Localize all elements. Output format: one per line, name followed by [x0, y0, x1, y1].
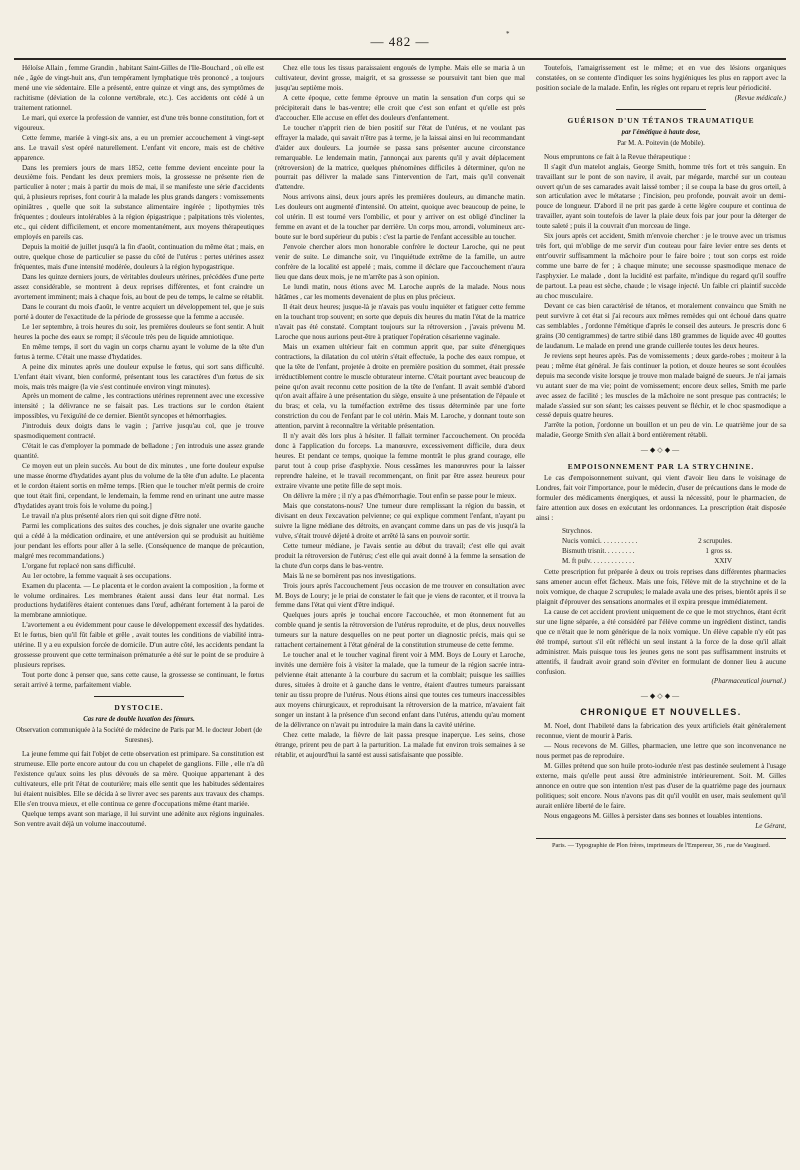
chronique-title: CHRONIQUE ET NOUVELLES.	[580, 707, 742, 718]
separator-rule	[616, 109, 706, 110]
hydatid-case-paragraph: Au 1er octobre, la femme vaquait à ses occupations.	[22, 571, 172, 580]
column-2	[275, 64, 525, 1144]
tetanos-paragraph: Il s'agit d'un matelot anglais, George Smith, homme très fort et très sanguin. En travaillant sur le pont de son navire, il avait, par mégarde, marché sur un couteau ouvert qu'un de ses camarades avait laissé tomber ; il se coupa la base du gros orteil, à son articulation avec le métatarse ; l'incision, peu profonde, pouvait avoir un demi-pouce de longueur. D'abord il ne prit pas garde à cette légère coupure et continua de travailler, ayant soin toutefois de laver la plaie deux fois par jour pour la déterger de toute saleté ; puis il la couvrait d'un morceau de linge.	[536, 162, 786, 231]
dystocie-title: DYSTOCIE.	[114, 703, 164, 713]
chronique-paragraph: Nous engageons M. Gilles à persister dans ses bonnes et louables intentions.	[544, 811, 763, 820]
formula-dose: 2 scrupules.	[698, 536, 732, 545]
dystocie-paragraph: Quelque temps avant son mariage, il lui survint une adénite aux régions inguinales. Son ventre avait déjà un volume inaccoutumé.	[14, 809, 264, 828]
strychnine-title: EMPOISONNEMENT PAR LA STRYCHNINE.	[567, 462, 755, 472]
gerant-signature: Le Gérant,	[755, 821, 786, 830]
hydatid-case-paragraph: Depuis la moitié de juillet jusqu'à la fin d'août, continuation du même état ; mais, en outre, quelque chose de particulier se passe du côté de l'utérus : pertes utérines assez fréquentes, mais d'une intensité modérée, douleurs à la région hypogastrique.	[14, 243, 264, 272]
dystocie-paragraph: Trois jours après l'accouchement j'eus occasion de me trouver en consultation avec M. Boys de Loury; je le priai de constater le fait que je viens de raconter, et il trouva la femme dans l'état qui vient d'être indiqué.	[275, 581, 525, 610]
dystocie-paragraph: Chez elle tous les tissus paraissaient engoués de lymphe. Mais elle se maria à un cultivateur, devint grosse, maigrit, et sa grossesse se poursuivit tant bien que mal jusqu'au septième mois.	[275, 64, 525, 92]
formula-row	[562, 546, 732, 556]
hydatid-case-paragraph: Tout porte donc à penser que, sans cette cause, la grossesse se continuant, le fœtus serait arrivé à terme, parfaitement viable.	[14, 671, 264, 690]
column-3	[536, 64, 786, 1144]
dystocie-paragraph: Mais un examen ultérieur fait en commun apprit que, par suite d'énergiques contractions, la dilatation du col utérin s'était effectuée, la poche des eaux rompue, et que la tête de l'enfant, projetée à droite en première position du sommet, était pressée irréductiblement contre le muscle obturateur interne. C'était pourtant avec beaucoup de peine qu'on avait reconnu cette position de la tête de l'enfant. Il avait semblé d'abord qu'on avait affaire à une présentation du siège, ensuite à une présentation de l'épaule et du bras; et cela, vu la tuméfaction extrême des tissus déterminée par une forte constriction du cou de l'enfant par le col utérin. Mais M. Laroche, y donnant toute son attention, parvint à reconnaître la véritable présentation.	[275, 342, 525, 431]
tetanos-paragraph: J'arrête la potion, j'ordonne un bouillon et un peu de vin. Le quatrième jour de sa maladie, George Smith s'en allait à bord entièrement rétabli.	[536, 421, 786, 440]
column-1	[14, 64, 264, 1144]
col3-intro: Toutefois, l'amaigrissement est le même; et en vue des lésions organiques constatées, on se contente d'indiquer les soins hygiéniques les plus en rapport avec la position sociale de la malade. Enfin, les règles ont reparu et repris leur périodicité.	[536, 64, 786, 92]
hydatid-case-paragraph: Cette femme, mariée à vingt-six ans, a eu un premier accouchement à vingt-sept ans. Le travail s'est opéré naturellement. L'enfant vit encore, mais est de chétive apparence.	[14, 133, 264, 162]
columns	[14, 64, 786, 1144]
tetanos-title: GUÉRISON D'UN TÉTANOS TRAUMATIQUE	[567, 115, 755, 125]
dystocie-body	[14, 750, 264, 830]
col2-body	[275, 64, 525, 761]
formula-dose: 1 gros ss.	[705, 546, 732, 555]
formula-dose: XXIV	[714, 556, 732, 565]
dystocie-paragraph: La jeune femme qui fait l'objet de cette observation est primipare. Sa constitution est strumeuse. Elle porte encore autour du cou un chapelet de ganglions. Fille , elle n'a dû l'existence qu'aux soins les plus dévoués de sa mère. Quoique appartenant à des cultivateurs, elle prit l'état de couturière; mais elle sentit que les habitudes sédentaires lui étaient nuisibles. Elle se décida à se livrer avec ses parents aux travaux des champs. Elle s'en trouva mieux, et elle continua ce genre d'occupations même étant mariée.	[14, 749, 264, 808]
formula-row	[562, 556, 732, 566]
dystocie-paragraph: Il n'y avait dès lors plus à hésiter. Il fallait terminer l'accouchement. On procéda donc à l'application du forceps. La manœuvre, excessivement difficile, dura deux heures. Et pendant ce temps, quoique la femme montrât le plus grand courage, elle parut tout à coup prise d'asphyxie. Nous cessâmes les manœuvres pour la laisser reprendre haleine, et le travail recommençant, on finit par être assez heureux pour extraire vivante une petite fille de sept mois.	[275, 432, 525, 491]
col1-body	[14, 64, 264, 691]
ornament-separator: —◆◇◆—	[640, 692, 682, 701]
chronique-paragraph: — Nous recevons de M. Gilles, pharmacien, une lettre que son inconvenance ne nous permet pas de reproduire.	[536, 742, 786, 761]
printer-imprint: Paris. — Typographie de Plon frères, imprimeurs de l'Empereur, 36 , rue de Vaugirard.	[536, 838, 786, 850]
tetanos-author: Par M. A. Poitevin (de Mobile).	[617, 139, 705, 147]
dystocie-paragraph: Nous arrivons ainsi, deux jours après les premières douleurs, au dimanche matin. Les douleurs ont augmenté d'intensité. On atteint, quoique avec beaucoup de peine, le col utérin. Il est tourné vers l'ombilic, et pour y arriver on est obligé d'incliner la femme en avant et de la toucher par derrière. Un corps mou, arrondi, volumineux arc-boute sur le bord supérieur du pubis : c'est la partie de l'enfant accessible au toucher.	[275, 193, 525, 242]
chronique-body	[536, 722, 786, 822]
margin-mark: *	[506, 30, 510, 38]
hydatid-case-paragraph: Le mari, qui exerce la profession de vannier, est d'une très bonne constitution, fort et vigoureux.	[14, 113, 264, 132]
tetanos-body	[536, 153, 786, 442]
dystocie-paragraph: Il était deux heures; jusque-là je n'avais pas voulu inquiéter et fatiguer cette femme en la touchant trop souvent; en sorte que depuis dix heures du matin l'état de la matrice n'avait pas été constaté. Comptant toujours sur la rétroversion , j'avais prévenu M. Laroche que nous aurions peut-être à pratiquer l'opération césarienne vaginale.	[275, 302, 525, 341]
tetanos-paragraph: Devant ce cas bien caractérisé de tétanos, et moralement convaincu que Smith ne peut survivre à cet état si j'ai recours aux mêmes remèdes qui ont échoué dans quatre cas semblables , j'ordonne l'émétique d'après le conseil des auteurs. Je prescris donc 6 grains (30 centigrammes) de tartre stibié dans 180 grammes de liquide avec 40 gouttes de laudanum. Le malade en prend une grande cuillerée toutes les deux heures.	[536, 301, 786, 350]
dystocie-paragraph: Quelques jours après je touchai encore l'accouchée, et mon étonnement fut au comble quand je sentis la rétroversion de l'utérus reproduite, et de plus, deux nouvelles tumeurs sur la nature desquelles on ne peut porter un diagnostic précis, mais qui se rattachent certainement à l'état général de la constitution strumeuse de cette femme.	[275, 611, 525, 650]
strychnine-body-after	[536, 568, 786, 677]
chronique-paragraph: M. Gilles prétend que son huile proto-iodurée n'est pas destinée seulement à l'usage externe, mais qu'elle peut aussi être administrée intérieurement. Soit. M. Gilles annonce en outre que son intention n'est pas d'user de la quatrième page des journaux politiques; soit encore. Nous n'avons pas dit qu'il voulût en user, mais seulement qu'il aurait enlière liberté de le faire.	[536, 762, 786, 810]
hydatid-case-paragraph: C'était le cas d'employer la pommade de belladone ; j'en introduis une assez grande quantité.	[14, 442, 264, 461]
hydatid-case-paragraph: Dans les premiers jours de mars 1852, cette femme devient enceinte pour la deuxième fois. Pendant les deux premiers mois, la grossesse ne présente rien de particulier à noter ; mais à partir du mois de mai, il se manifeste une série d'accidents qui, à plusieurs reprises, font courir à la malade les plus grands dangers : vomissements opiniâtres , quelle que soit la substance alimentaire ingérée ; lipothymies très fréquentes ; douleurs intolérables à la région épigastrique ; palpitations très violentes, etc., qui cèdent difficilement, et encore momentanément, aux moyens thérapeutiques employés en pareils cas.	[14, 163, 264, 242]
dystocie-paragraph: Le toucher anal et le toucher vaginal firent voir à MM. Boys de Loury et Laroche, invités une dernière fois à visiter la malade, que la tumeur de la région sacrée intra-pelvienne était attenante à la courbure du sacrum et la comblait; puisque les saillies dures, situées à droite et à gauche dans le ventre, étaient d'autres tumeurs paraissant tenir au tissu propre de l'utérus. Nous étions ainsi que toutes ces tumeurs inaccessibles aux moyens chirurgicaux, et reproduisant la rétroversion de la matrice, m'avaient fait songer un instant à la présence d'un second enfant dans l'utérus, attendu qu'au moment de la délivrance on n'avait pu introduire la main dans la cavité utérine.	[275, 651, 525, 729]
dystocie-author: Observation communiquée à la Société de médecine de Paris par M. le docteur Jobert (de Suresnes).	[15, 726, 263, 744]
dystocie-paragraph: Le lundi matin, nous étions avec M. Laroche auprès de la malade. Nous nous hâtâmes , car les moments devenaient de plus en plus précieux.	[275, 282, 525, 301]
hydatid-case-paragraph: Le 1er septembre, à trois heures du soir, les premières douleurs se font sentir. A huit heures la poche des eaux se rompt; il s'écoule très peu de liquide amniotique.	[14, 322, 264, 341]
page-number: — 482 —	[370, 34, 430, 49]
separator-rule	[94, 696, 184, 697]
hydatid-case-paragraph: A peine dix minutes après une douleur expulse le fœtus, qui sort sans difficulté. L'enfant était vivant, bien conformé, présentant tous les caractères d'un fœtus de six mois, mais très maigre (la vie s'est continuée environ vingt minutes).	[14, 362, 264, 391]
hydatid-case-paragraph: J'introduis deux doigts dans le vagin ; j'arrive jusqu'au col, que je trouve spasmodiquement contracté.	[14, 422, 264, 441]
strychnine-body-before	[536, 474, 786, 524]
dystocie-paragraph: Chez cette malade, la fièvre de lait passa presque inaperçue. Les seins, chose étrange, prirent peu de part à la parturition. La malade fut environ trois semaines à se rétablir, et aujourd'hui la santé est aussi satisfaisante que possible.	[275, 730, 525, 759]
hydatid-case-paragraph: Parmi les complications des suites des couches, je dois signaler une ovarite gauche qui a cédé à la médication ordinaire, et une antéversion qui se produisit au huitième jour pendant les efforts pour aller à la selle. (Conséquence de manque de précaution, malgré mes recommandations.)	[14, 521, 264, 560]
tetanos-paragraph: Six jours après cet accident, Smith m'envoie chercher : je le trouve avec un trismus très fort, qui m'oblige de me servir d'un couteau pour faire levier entre ses dents et entr'ouvrir suffisamment la mâchoire pour le faire boire ; tout son corps est roide comme une barre de fer ; à chaque minute; une secousse spasmodique menace de l'asphyxier. Le malade , dont la lucidité est parfaite, m'indique du regard qu'il souffre de partout. La peau est sèche, chaude ; le visage injecté. Un faible cri plaintif succède au choc musculaire.	[536, 232, 786, 301]
ornament-separator: —◆◇◆—	[640, 446, 682, 455]
hydatid-case-paragraph: En même temps, il sort du vagin un corps charnu ayant le volume de la tête d'un fœtus à terme. C'était une masse d'hydatides.	[14, 342, 264, 361]
hydatid-case-paragraph: Héloïse Allain , femme Grandin , habitant Saint-Gilles de l'Ile-Bouchard , où elle est née , âgée de vingt-huit ans, d'un tempérament lymphatique très prononcé , a toujours mené une vie sédentaire. Elle a présenté, entre quinze et vingt ans, des symptômes de rachitisme (déviation de la colonne vertébrale, etc.). Ces accidents ont cédé à un traitement rationnel.	[14, 64, 264, 112]
hydatid-case-paragraph: Dans les quinze derniers jours, de véritables douleurs utérines, précédées d'une perte assez considérable, se montrent à deux reprises différentes, et font craindre un avortement imminent; mais à chaque fois, au bout de peu de temps, le calme se rétablit.	[14, 273, 264, 301]
formula-item: Strychnos.	[562, 526, 593, 535]
tetanos-subtitle: par l'émétique à haute dose,	[621, 128, 701, 136]
strychnine-paragraph: Cette prescription fut préparée à deux ou trois reprises dans différentes pharmacies sans amener aucun effet fâcheux. Mais une fois, l'élève mit de la strychnine et de la noix vomique, de chaque 2 scrupules; le malade avala une des prises, bientôt après il se plaignit d'éprouver des sensations anormales et il expira presque immédiatement.	[536, 567, 786, 606]
dystocie-paragraph: Cette tumeur médiane, je l'avais sentie au début du travail; c'est elle qui avait produit la rétroversion de l'utérus; c'est elle qui avait donné à la femme la sensation de la chute d'un corps dans le bas-ventre.	[275, 541, 525, 570]
dystocie-paragraph: A cette époque, cette femme éprouve un matin la sensation d'un corps qui se précipiterait dans le bas-ventre; elle croit que c'est son enfant et qu'elle est près d'accoucher. Elle accuse en effet des douleurs d'enfantement.	[275, 93, 525, 122]
formula-item: M. ft pulv. . . . . . . . . . . . .	[562, 556, 635, 565]
strychnine-paragraph: La cause de cet accident provient uniquement de ce que le mot strychnos, étant écrit sur une ligne séparée, a été considéré par l'élève comme un ingrédient distinct, tandis que ce n'était que le nom générique de la noix vomique. Un élève capable n'y eût pas été trompé, surtout s'il eût réfléchi un seul instant à la force de la dose qu'il allait administrer. Mais puisque tous les jeunes gens ne sont pas suffisamment instruits et attentifs, il faudrait avoir grand soin d'éviter en formulant de donner lieu à aucune confusion.	[536, 607, 786, 676]
strychnine-paragraph: Le cas d'empoisonnement suivant, qui vient d'avoir lieu dans le voisinage de Londres, fait voir l'importance, pour le médecin, d'user de précautions dans le mode de formuler des médicaments énergiques, et aussi la nécessité, pour le pharmacien, de faire attention aux doses en exécutant les ordonnances. La prescription était disposée ainsi :	[536, 474, 786, 523]
pharmaceutical-journal-source: (Pharmaceutical journal.)	[711, 677, 786, 686]
tetanos-paragraph: Nous empruntons ce fait à la Revue thérapeutique :	[544, 152, 691, 161]
hydatid-case-paragraph: Après un moment de calme , les contractions utérines reprennent avec une excessive intensité ; la délivrance ne se faisait pas. Les tractions sur le cordon étaient impossibles, vu l'exiguïté de ce dernier. Bientôt syncopes et hémorrhagies.	[14, 392, 264, 421]
hydatid-case-paragraph: Examen du placenta. — Le placenta et le cordon avaient la composition , la forme et le volume ordinaires. Les membranes étaient aussi dans leur état normal. Les productions hydatifères étaient contenues dans l'œuf, adhérant fortement à la paroi de la membrane amniotique.	[14, 581, 264, 620]
hydatid-case-paragraph: L'avortement a eu évidemment pour cause le développement excessif des hydatides. Et le fœtus, bien qu'il fût faible et grêle , avait toutes les conditions de viabilité intra-utérine. Il y a eu expulsion forcée de domicile. D'un autre côté, les accidents pendant la grossesse prouvent que cette terminaison prématurée a été sur le point de se produire à plusieurs reprises.	[14, 621, 264, 670]
dystocie-paragraph: Mais là ne se bornèrent pas nos investigations.	[283, 571, 416, 580]
formula-item: Nucis vomici. . . . . . . . . . .	[562, 536, 638, 545]
formula-item: Bismuth trisnit. . . . . . . . .	[562, 546, 635, 555]
hydatid-case-paragraph: Dans le courant du mois d'août, le ventre acquiert un développement tel, que je suis porté à douter de l'exactitude de la période de grossesse que la femme a accusée.	[14, 302, 264, 321]
dystocie-paragraph: Mais que constatons-nous? Une tumeur dure remplissant la région du bassin, et divisant en deux l'excavation pelvienne; ce qui explique comment l'enfant, n'ayant pu suivre la ligne médiane des détroits, en avançant comme dans un pas de vis jusqu'à la vulve, s'était trouvé déjeté à droite et arrêté là sans en pouvoir sortir.	[275, 501, 525, 540]
tetanos-paragraph: Je reviens sept heures après. Pas de vomissements ; deux garde-robes ; moiteur à la peau ; même état général. Je fais continuer la potion, et douze heures se sont écoulées depuis ma seconde visite lorsque je trouve mon malade baigné de sueurs. Je n'ai jamais vu autant suer de ma vie; point de vomissement; encore deux selles, Smith me parle avec assez de facilité ; les muscles de la mâchoire ne sont presque pas contractés; le malade s'assied sur son séant; les caisses peuvent se fléchir, et le choc spasmodique a cessé depuis quatre heures.	[536, 351, 786, 420]
formula-row	[562, 526, 732, 536]
chronique-paragraph: M. Noel, dont l'habileté dans la fabrication des yeux artificiels était généralement reconnue, vient de mourir à Paris.	[536, 722, 786, 741]
header-rule	[14, 58, 786, 60]
dystocie-paragraph: Le toucher n'apprit rien de bien positif sur l'état de l'utérus, et ne voulant pas effrayer la malade, qui savait n'être pas à terme, je la laissai ainsi en lui recommandant d'aider aux douleurs. La journée se passa sans présenter aucune circonstance remarquable. Le lendemain matin, j'annonçai aux parents qu'il y avait déplacement (rétroversion) de la matrice, quelques phénomènes difficiles à déterminer, qu'on ne pourrait pas délivrer la malade sans l'intervention de l'art, mais qu'il convenait d'attendre.	[275, 123, 525, 192]
dystocie-paragraph: On délivre la mère ; il n'y a pas d'hémorrhagie. Tout enfin se passe pour le mieux.	[283, 491, 517, 500]
hydatid-case-paragraph: L'organe fut replacé non sans difficulté.	[22, 561, 136, 570]
revue-medicale-source: (Revue médicale.)	[734, 93, 786, 102]
hydatid-case-paragraph: Ce moyen eut un plein succès. Au bout de dix minutes , une forte douleur expulse une masse énorme d'hydatides ayant plus du volume de la tête d'un adulte. Le placenta et le cordon étaient sortis en même temps. [Rien que le toucher m'eût permis de croire que tout était fini, cependant, le lendemain, la femme rend en urinant une autre masse d'hydatides ayant trois fois le volume du poing.]	[14, 462, 264, 510]
prescription-formula	[562, 526, 786, 566]
dystocie-subtitle: Cas rare de double luxation des fémurs.	[83, 716, 195, 723]
formula-row	[562, 536, 732, 546]
dystocie-paragraph: J'envoie chercher alors mon honorable confrère le docteur Laroche, qui ne peut venir de suite. Le dimanche soir, vu l'inquiétude extrême de la famille, un autre confrère de la localité est appelé ; mais, comme il déclare que l'accouchement n'aura lieu que dans deux mois, je ne m'arrête pas à son opinion.	[275, 243, 525, 282]
hydatid-case-paragraph: Le travail n'a plus présenté alors rien qui soit digne d'être noté.	[22, 511, 202, 520]
